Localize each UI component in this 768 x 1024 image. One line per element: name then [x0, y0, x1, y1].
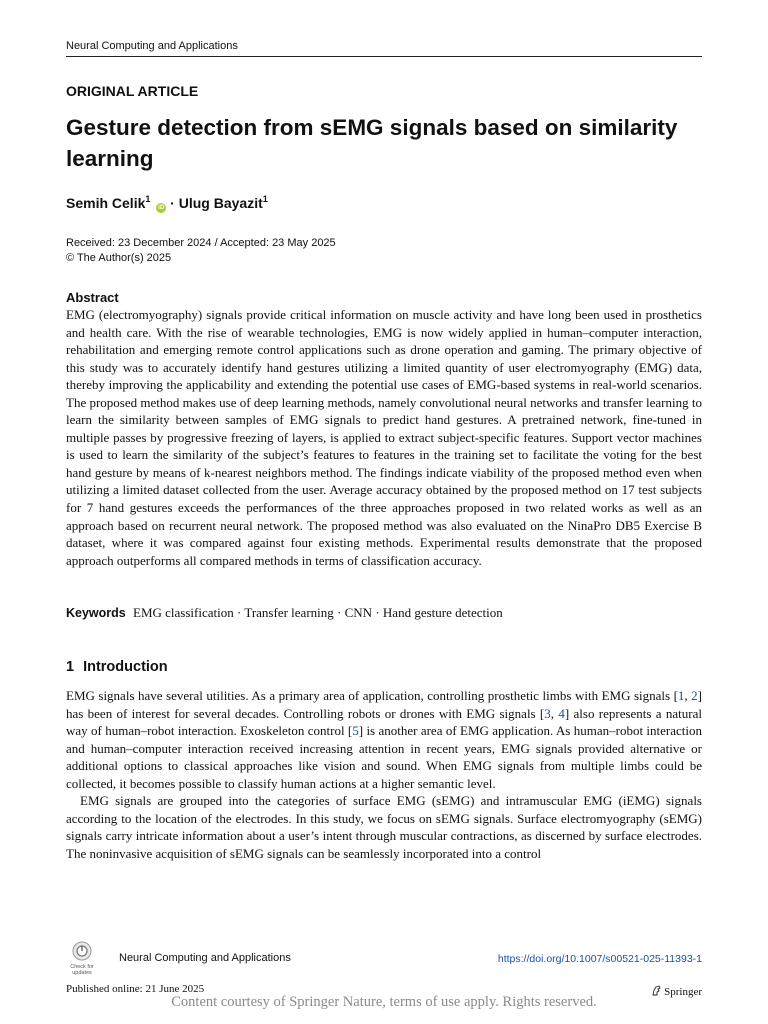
published-online-date: Published online: 21 June 2025: [66, 983, 205, 995]
badge-text-line: updates: [72, 970, 92, 976]
keyword: Hand gesture detection: [382, 605, 503, 620]
paragraph-text: ] has been of interest for several decades. Controlling robots or drones with EMG signals [: [66, 688, 703, 721]
section-title: Introduction: [83, 659, 168, 675]
content-courtesy-notice: Content courtesy of Springer Nature, terms of use apply. Rights reserved.: [171, 994, 597, 1010]
section-number: 1: [66, 659, 75, 675]
abstract-heading: Abstract: [66, 290, 119, 305]
check-for-updates-icon: [66, 940, 98, 976]
check-for-updates-badge[interactable]: [66, 940, 98, 976]
paragraph-text: ] also represents a natural way of human–robot interaction. Exoskeleton control [: [66, 705, 702, 739]
affiliation-marker: 1: [145, 194, 151, 204]
citation-link[interactable]: 1: [677, 688, 685, 703]
keywords-label: Keywords: [66, 606, 126, 620]
introduction-body: [66, 687, 702, 862]
citation-link[interactable]: 2: [691, 688, 698, 703]
keyword-separator: ·: [233, 605, 245, 620]
paragraph: [66, 687, 702, 792]
author-name[interactable]: Semih Celik: [66, 195, 146, 211]
paragraph: EMG signals are grouped into the categories of surface EMG (sEMG) and intramuscular EMG (iEMG) signals according to the location of the electrodes. In this study, we focus on sEMG signals. Surface electromyography (sEMG) signals carry intricate information about a user’s intent through muscular contractions, as discerned by surface electrodes. The noninvasive acquisition of sEMG signals can be seamlessly incorporated into a control: [66, 793, 702, 861]
header-rule: [66, 56, 702, 57]
keywords-list: [133, 605, 503, 620]
article-title: Gesture detection from sEMG signals based on similarity learning: [66, 115, 678, 171]
affiliation-marker: 1: [262, 194, 268, 204]
keyword: EMG classification: [133, 605, 234, 620]
keyword-separator: ·: [333, 605, 345, 620]
author-name[interactable]: Ulug Bayazit: [178, 195, 263, 211]
orcid-icon[interactable]: iD: [158, 205, 165, 211]
received-accepted-dates: Received: 23 December 2024 / Accepted: 23 May 2025: [66, 237, 336, 249]
author-separator: ·: [170, 195, 175, 211]
running-head: Neural Computing and Applications: [66, 40, 238, 52]
badge-text-line: Check for: [70, 964, 94, 970]
footer-journal-name: Neural Computing and Applications: [119, 952, 291, 964]
abstract-text: EMG (electromyography) signals provide critical information on muscle activity and have long been used in prosthetics and health care. With the rise of wearable technologies, EMG is now widely applied in human–computer interaction, rehabilitation and emerging remote control applications such as drone operation and gaming. The primary objective of this study was to accurately identify hand gestures utilizing a limited quantity of user electromyography (EMG) data, thereby improving the applicability and extending the potential use cases of EMG-based systems in real-world scenarios. The proposed method makes use of deep learning methods, namely convolutional neural networks and transfer learning to learn the similarity between samples of EMG signals to predict hand gestures. A pretrained network, fine-tuned in multiple passes by progressive freezing of layers, is applied to extract subject-specific features. Support vector machines is used to learn the similarity of the subject’s features to features in the training set to facilitate the voting for the best hand gesture by means of k-nearest neighbors method. The findings indicate viability of the proposed method even when utilizing a limited dataset collected from the user. Average accuracy obtained by the proposed method on 17 test subjects for 7 hand gestures exceeds the performances of the three approaches proposed in two related works as well as an approach based on recurrent neural network. The proposed method was also evaluated on the NinaPro DB5 Exercise B dataset, where it was compared against four existing methods. Experimental results demonstrate that the proposed approach outperforms all compared methods in terms of classification accuracy.: [66, 307, 702, 568]
author-list: [66, 194, 268, 213]
publisher-name: Springer: [664, 986, 702, 998]
keyword-separator: ·: [372, 605, 383, 620]
keyword: Transfer learning: [244, 605, 334, 620]
article-dates: [66, 236, 336, 266]
doi-link[interactable]: https://doi.org/10.1007/s00521-025-11393-1: [497, 953, 702, 965]
paragraph-text: ,: [684, 688, 692, 703]
paragraph-text: ,: [550, 705, 559, 721]
article-type: ORIGINAL ARTICLE: [66, 83, 199, 99]
citation-link[interactable]: 5: [352, 723, 359, 739]
citation-link[interactable]: 3: [544, 705, 551, 721]
paragraph-text: ] is another area of EMG application. As human–robot interaction and human–computer interaction received increasing attention in recent years, EMG signals provided alternative or additional options to classical approaches like vision and sound. When EMG signals from multiple limbs could be collected, it becomes possible to classify human actions at a higher semantic level.: [66, 723, 703, 791]
keywords: [66, 605, 503, 621]
copyright-line: © The Author(s) 2025: [66, 252, 172, 264]
citation-link[interactable]: 4: [558, 705, 565, 721]
keyword: CNN: [344, 605, 373, 620]
section-heading-introduction: [66, 659, 168, 675]
paragraph-text: EMG signals have several utilities. As a primary area of application, controlling prosthetic limbs with EMG signals [: [66, 688, 678, 703]
